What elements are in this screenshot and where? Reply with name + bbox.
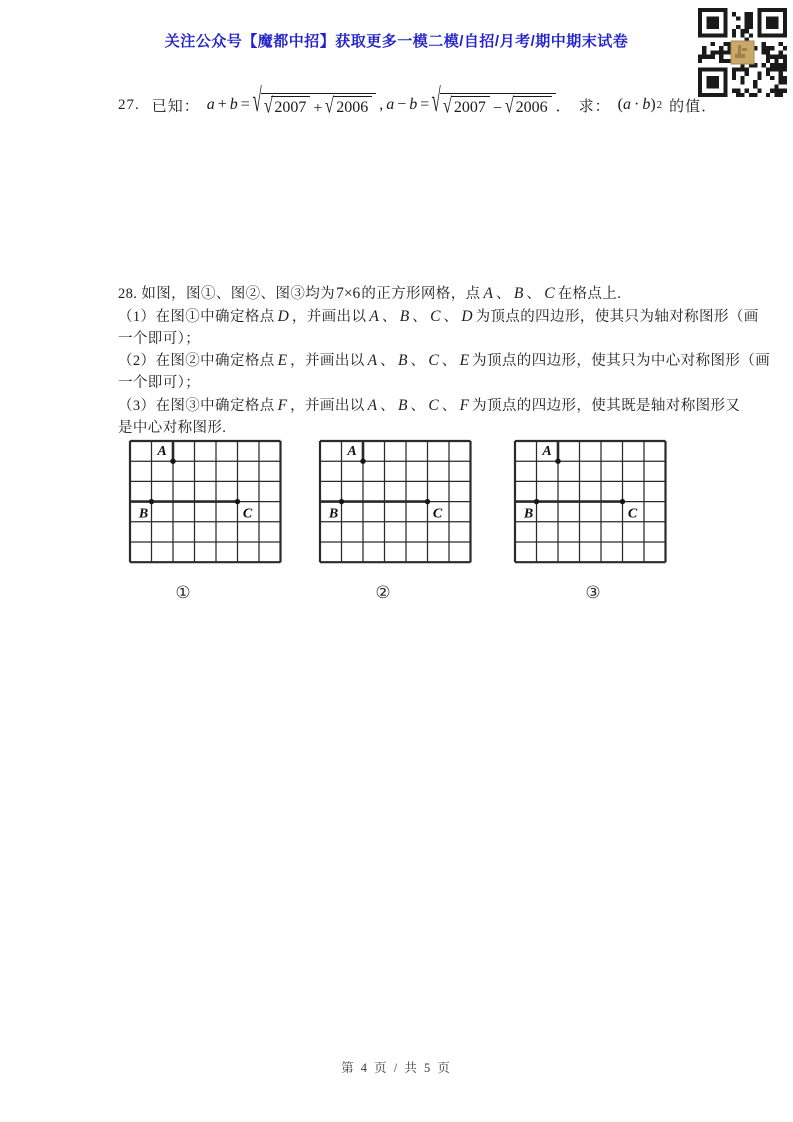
q27-var: a bbox=[386, 96, 395, 113]
grid-point-B bbox=[149, 499, 154, 504]
q27-ask-label: 求： bbox=[578, 98, 611, 115]
qr-center-logo bbox=[731, 41, 754, 64]
q27-number: 27. bbox=[118, 96, 140, 113]
q28-line-6: （3）在图③中确定格点 F ，并画出以 A 、 B 、 C 、 F 为顶点的四边形，使其既是轴对称图形又 bbox=[118, 396, 741, 414]
q27-op: + bbox=[217, 96, 227, 113]
q27-op: − bbox=[492, 99, 502, 117]
grid-caption-2: ② bbox=[375, 583, 391, 602]
grid-point-label-A: A bbox=[347, 444, 357, 460]
grid-point-label-A: A bbox=[157, 444, 167, 460]
grid-point-A bbox=[360, 459, 365, 464]
grid-point-label-C: C bbox=[627, 506, 638, 522]
grid-point-C bbox=[620, 499, 625, 504]
q27-exponent: 2 bbox=[656, 99, 663, 111]
q27-var: a bbox=[623, 96, 631, 113]
q27-op: + bbox=[313, 99, 323, 117]
q27-var: a bbox=[206, 96, 215, 113]
grid-point-label-C: C bbox=[242, 506, 253, 522]
grid-point-C bbox=[425, 499, 430, 504]
page-number-text: 第 4 页 / 共 5 页 bbox=[341, 1061, 452, 1075]
q28-line-3: 一个即可）； bbox=[118, 330, 201, 347]
q27-var: b bbox=[642, 96, 651, 113]
header-text: 关注公众号【魔都中招】获取更多一模二模/自招/月考/期中期末试卷 bbox=[164, 33, 629, 50]
q27-inner-radical: √ 2006 bbox=[505, 96, 552, 117]
q28-line-5: 一个即可）； bbox=[118, 375, 201, 392]
q27-comma: , bbox=[379, 96, 384, 113]
grid-caption-3: ③ bbox=[585, 583, 601, 602]
q27-var: b bbox=[229, 96, 238, 113]
page-number bbox=[0, 1058, 793, 1076]
q27-period: ． bbox=[555, 98, 572, 115]
q27-paren: ) bbox=[650, 96, 656, 113]
grid-figure-3 bbox=[513, 439, 668, 569]
grid-figure-2 bbox=[318, 439, 473, 569]
q27-outer-radical: √ √ 2007 + √ 2006 bbox=[253, 93, 376, 118]
q27-op: = bbox=[420, 96, 430, 113]
q27-inner-radical: √ 2007 bbox=[443, 96, 490, 117]
grid-point-label-B: B bbox=[523, 506, 534, 522]
grid-point-B bbox=[534, 499, 539, 504]
q27-var: b bbox=[409, 96, 418, 113]
q28-line-2: （1）在图①中确定格点 D ，并画出以 A 、 B 、 C 、 D 为顶点的四边形，使其只为轴对称图形（画 bbox=[118, 307, 759, 325]
q27-op: = bbox=[240, 96, 250, 113]
q27-outer-radical: √ √ 2007 − √ 2006 bbox=[432, 93, 555, 118]
q27-op: · bbox=[634, 96, 640, 113]
q28-line-4: （2）在图②中确定格点 E ，并画出以 A 、 B 、 C 、 E 为顶点的四边形，使其只为中心对称图形（画 bbox=[118, 352, 771, 370]
q27-inner-radical: √ 2006 bbox=[325, 96, 372, 117]
q27-given-label: 已知： bbox=[151, 98, 200, 115]
q27-op: − bbox=[397, 96, 407, 113]
q28-line-1: 28. 如图，图①、图②、图③均为7×6的正方形网格，点 A 、 B 、 C 在格点上. bbox=[118, 285, 622, 302]
grid-point-label-B: B bbox=[138, 506, 149, 522]
question-28 bbox=[118, 283, 771, 440]
header-banner bbox=[0, 30, 793, 51]
grid-point-label-C: C bbox=[432, 506, 443, 522]
question-27 bbox=[118, 84, 717, 126]
grid-point-B bbox=[339, 499, 344, 504]
grid-figure-1 bbox=[128, 439, 283, 569]
grid-point-label-B: B bbox=[328, 506, 339, 522]
q28-line-7: 是中心对称图形. bbox=[118, 419, 227, 436]
grid-point-label-A: A bbox=[542, 444, 552, 460]
q27-inner-radical: √ 2007 bbox=[264, 96, 311, 117]
grid-point-A bbox=[555, 459, 560, 464]
q27-tail: 的值． bbox=[669, 98, 718, 115]
grid-point-C bbox=[235, 499, 240, 504]
q27-paren: ( bbox=[617, 96, 623, 113]
grid-caption-1: ① bbox=[175, 583, 191, 602]
grid-point-A bbox=[170, 459, 175, 464]
